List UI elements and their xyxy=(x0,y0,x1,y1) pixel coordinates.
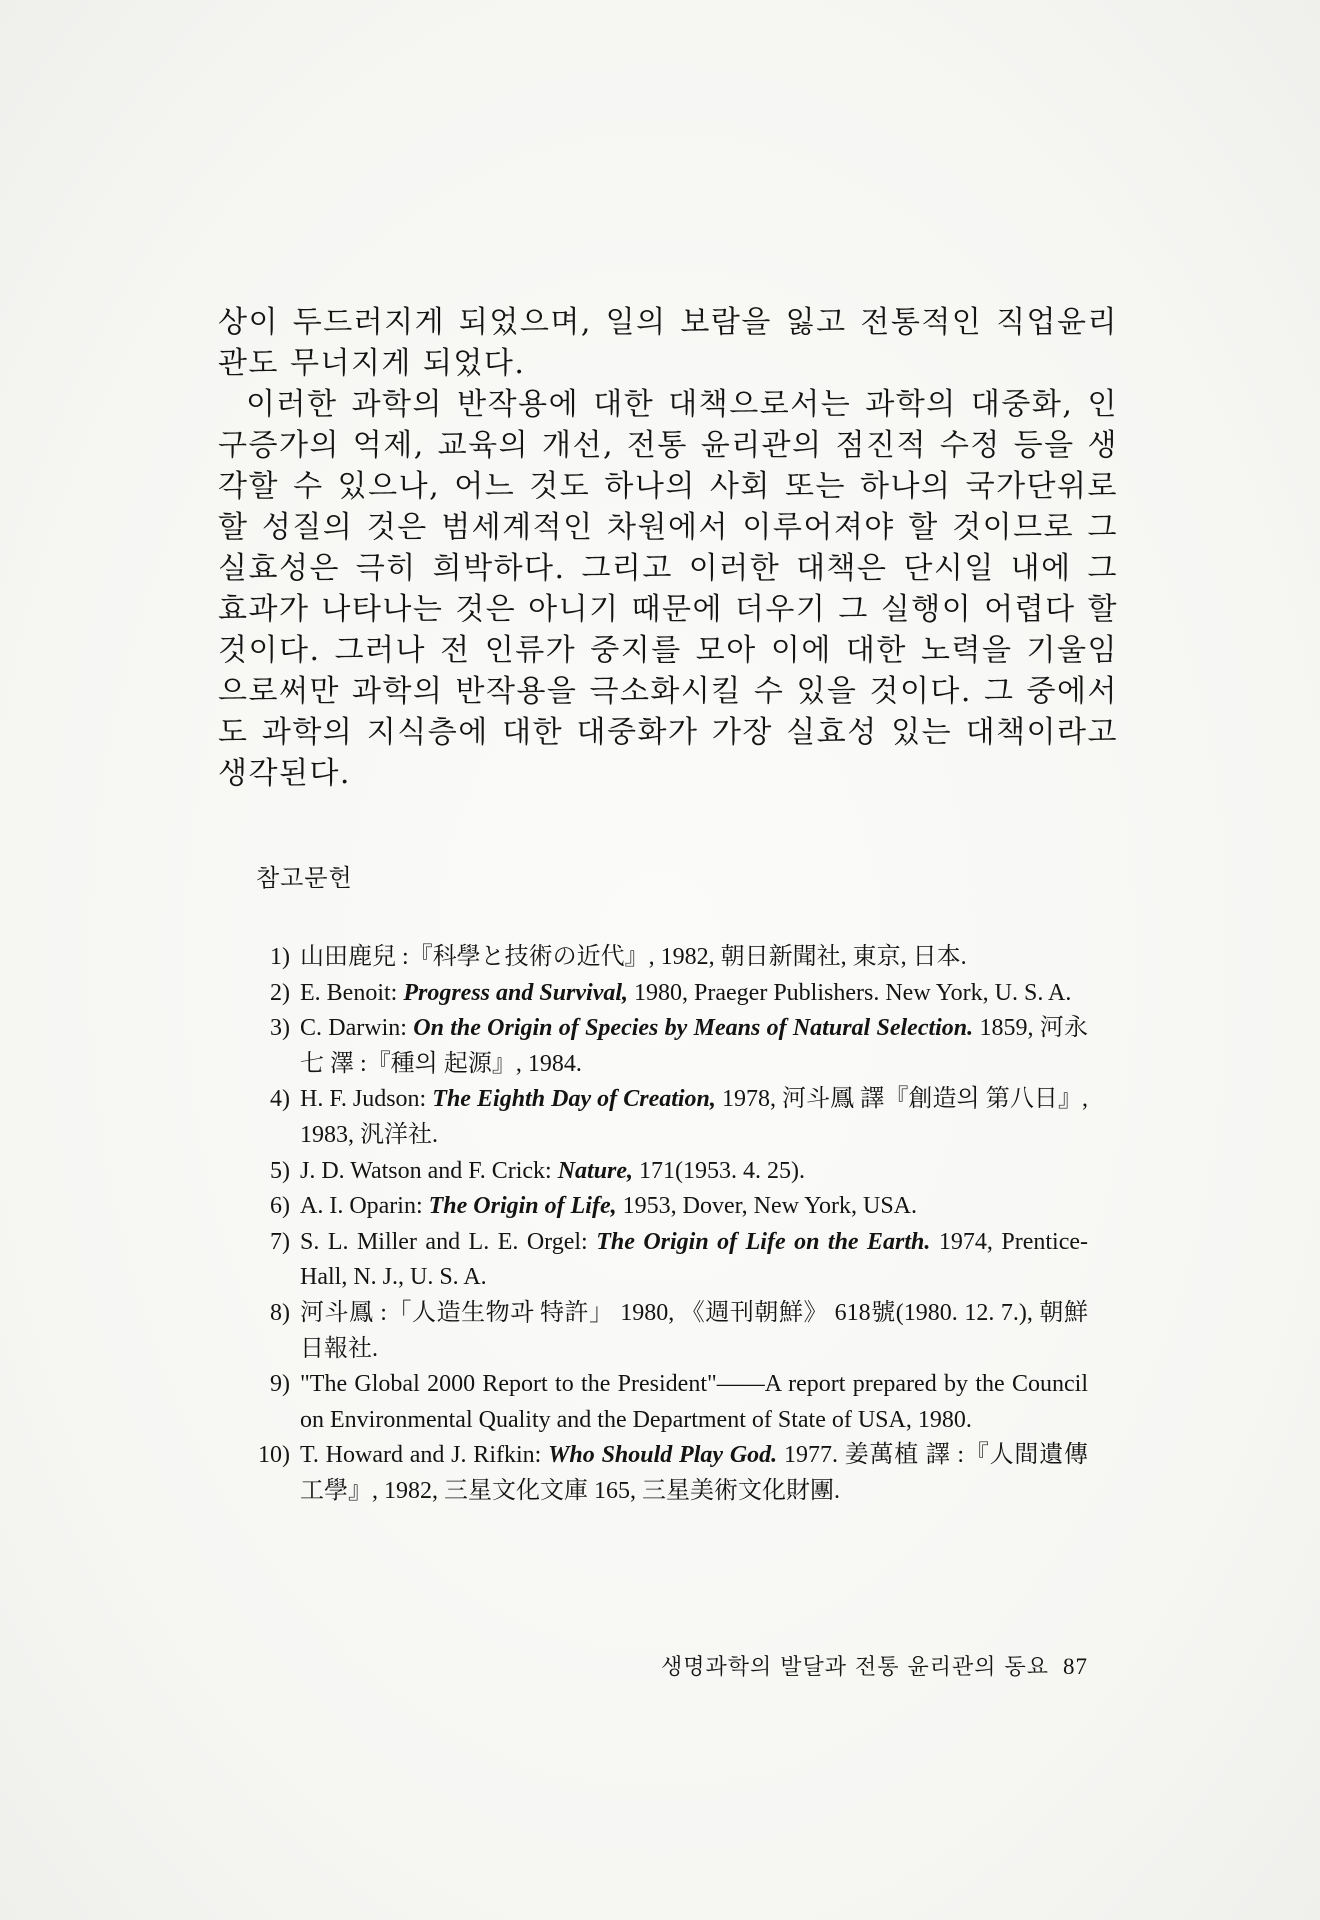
reference-title: Progress and Survival, xyxy=(403,979,629,1006)
body-paragraph: 상이 두드러지게 되었으며, 일의 보람을 잃고 전통적인 직업윤리관도 무너지게 되었다. xyxy=(218,305,1118,381)
reference-text: 1977. 姜萬植 譯 :『人間遺傳工學』, 1982, 三星文化文庫 165, 三星美術文化財團. xyxy=(300,1442,1088,1504)
reference-item xyxy=(240,1011,1088,1082)
references-list xyxy=(240,940,1088,1510)
reference-text: E. Benoit: xyxy=(300,979,404,1006)
reference-text: 1953, Dover, New York, USA. xyxy=(616,1193,917,1220)
reference-text: 1978, 河斗鳳 譯『創造의 第八日』, 1983, 汎洋社. xyxy=(300,1086,1089,1148)
reference-number: 7) xyxy=(270,1228,290,1255)
reference-item xyxy=(240,1438,1088,1509)
reference-item xyxy=(240,1225,1088,1296)
reference-item xyxy=(240,1367,1088,1438)
reference-text: H. F. Judson: xyxy=(300,1086,433,1113)
reference-text: 1974, Prentice-Hall, N. J., U. S. A. xyxy=(300,1228,1089,1291)
reference-item xyxy=(240,1154,1088,1190)
reference-text: "The Global 2000 Report to the President"——A report prepared by the Council on Environmental Quality and the Department of State of USA, 1980. xyxy=(300,1371,1088,1433)
reference-text: 山田鹿兒 :『科學と技術の近代』, 1982, 朝日新聞社, 東京, 日本. xyxy=(300,944,967,970)
reference-number: 1) xyxy=(270,944,290,970)
page-number: 87 xyxy=(1063,1654,1088,1679)
body-text xyxy=(218,302,1118,794)
reference-text: A. I. Oparin: xyxy=(300,1193,429,1220)
reference-number: 3) xyxy=(270,1015,290,1042)
reference-item xyxy=(240,976,1088,1012)
reference-text: S. L. Miller and L. E. Orgel: xyxy=(300,1228,597,1255)
reference-text: 河斗鳳 :「人造生物과 特許」 1980, 《週刊朝鮮》 618號(1980. 12. 7.), 朝鮮日報社. xyxy=(300,1299,1088,1362)
reference-text: 171(1953. 4. 25). xyxy=(633,1157,806,1184)
reference-text: 1980, Praeger Publishers. New York, U. S. A. xyxy=(628,979,1072,1006)
reference-text: J. D. Watson and F. Crick: xyxy=(300,1157,558,1184)
running-title: 생명과학의 발달과 전통 윤리관의 동요 xyxy=(660,1655,1049,1680)
reference-title: The Eighth Day of Creation, xyxy=(432,1086,716,1113)
reference-title: Who Should Play God. xyxy=(548,1442,778,1469)
reference-item xyxy=(240,940,1088,976)
reference-number: 4) xyxy=(270,1086,290,1113)
reference-number: 10) xyxy=(258,1442,290,1469)
reference-number: 6) xyxy=(270,1193,290,1220)
reference-title: Nature, xyxy=(557,1157,634,1184)
reference-title: The Origin of Life on the Earth. xyxy=(596,1228,931,1255)
reference-item xyxy=(240,1189,1088,1225)
reference-text: C. Darwin: xyxy=(300,1015,414,1042)
reference-text: 1859, 河永七 澤 :『種의 起源』, 1984. xyxy=(300,1015,1089,1077)
references-heading: 참고문헌 xyxy=(256,864,353,892)
reference-number: 2) xyxy=(270,979,290,1006)
reference-item xyxy=(240,1296,1088,1367)
reference-item xyxy=(240,1082,1088,1153)
reference-title: On the Origin of Species by Means of Natural Selection. xyxy=(413,1015,974,1042)
reference-title: The Origin of Life, xyxy=(428,1193,617,1220)
reference-number: 8) xyxy=(270,1299,290,1326)
reference-number: 5) xyxy=(270,1157,290,1184)
reference-number: 9) xyxy=(270,1371,290,1398)
reference-text: T. Howard and J. Rifkin: xyxy=(300,1442,549,1469)
page-footer xyxy=(520,1650,1088,1681)
body-paragraph: 이러한 과학의 반작용에 대한 대책으로서는 과학의 대중화, 인구증가의 억제, 교육의 개선, 전통 윤리관의 점진적 수정 등을 생각할 수 있으나, 어느 것도 하나의 사회 또는 하나의 국가단위로 할 성질의 것은 범세계적인 차원에서 이루어져야 할 것이므로 그 실효성은 극히 희박하다. 그리고 이러한 대책은 단시일 내에 그 효과가 나타나는 것은 아니기 때문에 더우기 그 실행이 어렵다 할 것이다. 그러나 전 인류가 중지를 모아 이에 대한 노력을 기울임으로써만 과학의 반작용을 극소화시킬 수 있을 것이다. 그 중에서도 과학의 지식층에 대한 대중화가 가장 실효성 있는 대책이라고 생각된다. xyxy=(218,387,1118,791)
